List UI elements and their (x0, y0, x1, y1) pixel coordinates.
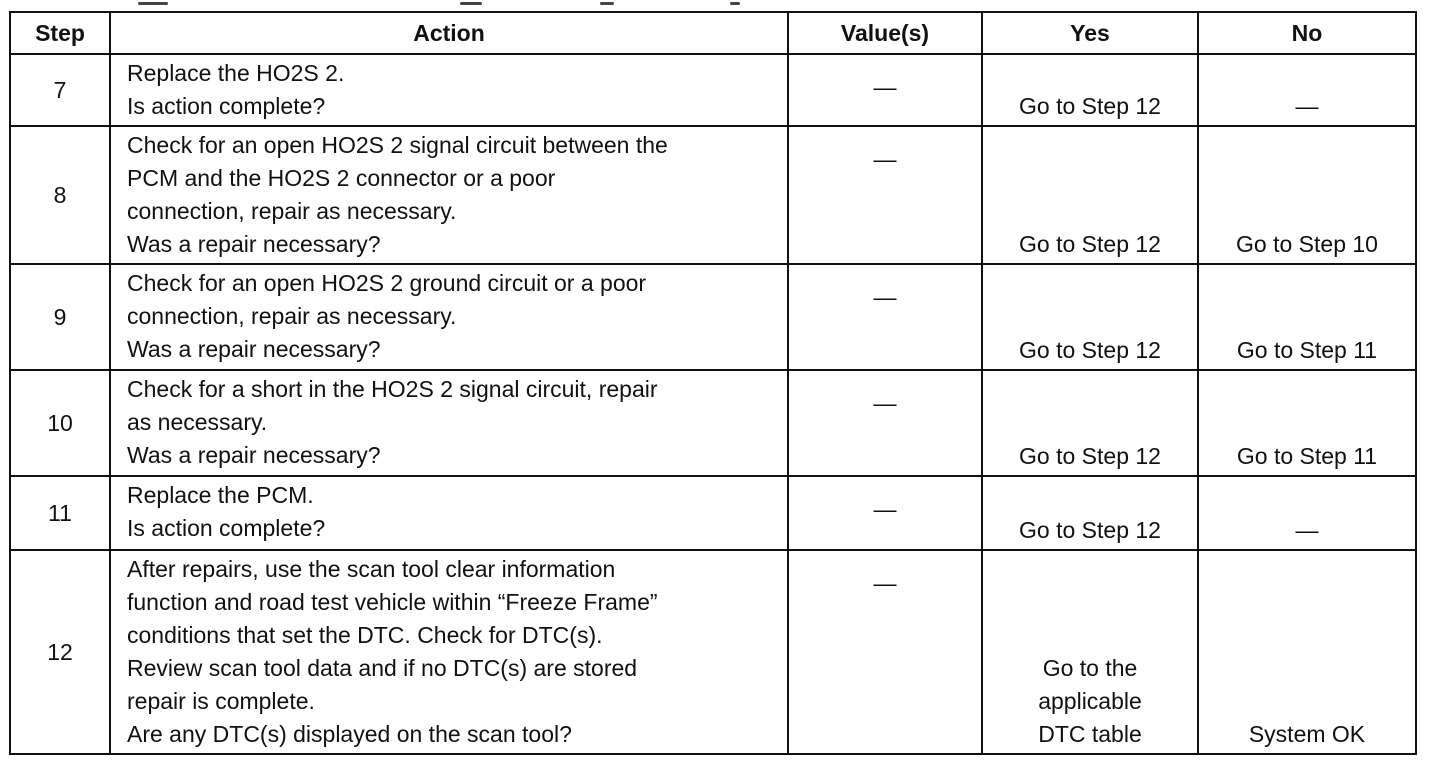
action-line: Is action complete? (127, 515, 326, 541)
no-line: System OK (1248, 721, 1366, 747)
action-cell (110, 476, 788, 550)
value-cell: — (788, 370, 982, 476)
value-cell: — (788, 476, 982, 550)
scan-artifact (130, 0, 830, 8)
header-values: Value(s) (788, 12, 982, 54)
action-line: Are any DTC(s) displayed on the scan tool? (127, 721, 572, 747)
no-cell (1198, 126, 1416, 264)
yes-line: Go to the (1042, 655, 1138, 681)
no-line: Go to Step 11 (1236, 443, 1378, 469)
action-line: Replace the PCM. (127, 482, 314, 508)
action-line: Check for an open HO2S 2 ground circuit or a poor (127, 270, 647, 296)
action-line: Check for a short in the HO2S 2 signal circuit, repair (127, 376, 658, 402)
action-cell (110, 54, 788, 126)
action-line: repair is complete. (127, 688, 315, 714)
yes-cell (982, 370, 1198, 476)
yes-line: applicable (1038, 688, 1142, 714)
action-line: PCM and the HO2S 2 connector or a poor (127, 165, 556, 191)
action-line: Is action complete? (127, 93, 326, 119)
yes-line: Go to Step 12 (1019, 443, 1161, 469)
action-cell (110, 264, 788, 370)
action-cell (110, 550, 788, 754)
yes-line: DTC table (1038, 721, 1142, 747)
step-number: 12 (10, 550, 110, 754)
action-line: as necessary. (127, 409, 268, 435)
action-line: Was a repair necessary? (127, 231, 381, 257)
yes-cell (982, 54, 1198, 126)
table-row (10, 264, 1416, 370)
action-line: Was a repair necessary? (127, 336, 381, 362)
no-line: — (1295, 93, 1319, 119)
action-cell (110, 370, 788, 476)
table-row (10, 54, 1416, 126)
yes-line: Go to Step 12 (1019, 93, 1161, 119)
diagnostic-table (9, 11, 1417, 755)
no-cell (1198, 54, 1416, 126)
header-step: Step (10, 12, 110, 54)
yes-cell (982, 550, 1198, 754)
no-cell (1198, 550, 1416, 754)
no-line: — (1295, 517, 1319, 543)
value-cell: — (788, 126, 982, 264)
action-line: connection, repair as necessary. (127, 198, 457, 224)
step-number: 7 (10, 54, 110, 126)
step-number: 10 (10, 370, 110, 476)
yes-cell (982, 476, 1198, 550)
action-line: Review scan tool data and if no DTC(s) are stored (127, 655, 638, 681)
table-row (10, 476, 1416, 550)
no-line: Go to Step 10 (1236, 231, 1378, 257)
header-row (10, 12, 1416, 54)
action-line: function and road test vehicle within “Freeze Frame” (127, 589, 658, 615)
action-line: Check for an open HO2S 2 signal circuit between the (127, 132, 668, 158)
header-action: Action (110, 12, 788, 54)
table-row (10, 126, 1416, 264)
action-line: conditions that set the DTC. Check for DTC(s). (127, 622, 603, 648)
step-number: 11 (10, 476, 110, 550)
yes-line: Go to Step 12 (1019, 517, 1161, 543)
value-cell: — (788, 54, 982, 126)
header-no: No (1198, 12, 1416, 54)
action-cell (110, 126, 788, 264)
table-row (10, 370, 1416, 476)
no-line: Go to Step 11 (1236, 337, 1378, 363)
action-line: Was a repair necessary? (127, 442, 381, 468)
step-number: 9 (10, 264, 110, 370)
action-line: Replace the HO2S 2. (127, 60, 345, 86)
yes-cell (982, 126, 1198, 264)
step-number: 8 (10, 126, 110, 264)
yes-cell (982, 264, 1198, 370)
action-line: After repairs, use the scan tool clear information (127, 556, 616, 582)
header-yes: Yes (982, 12, 1198, 54)
action-line: connection, repair as necessary. (127, 303, 457, 329)
yes-line: Go to Step 12 (1019, 337, 1161, 363)
value-cell: — (788, 550, 982, 754)
table-row (10, 550, 1416, 754)
no-cell (1198, 476, 1416, 550)
no-cell (1198, 370, 1416, 476)
no-cell (1198, 264, 1416, 370)
yes-line: Go to Step 12 (1019, 231, 1161, 257)
table-body (10, 54, 1416, 754)
value-cell: — (788, 264, 982, 370)
